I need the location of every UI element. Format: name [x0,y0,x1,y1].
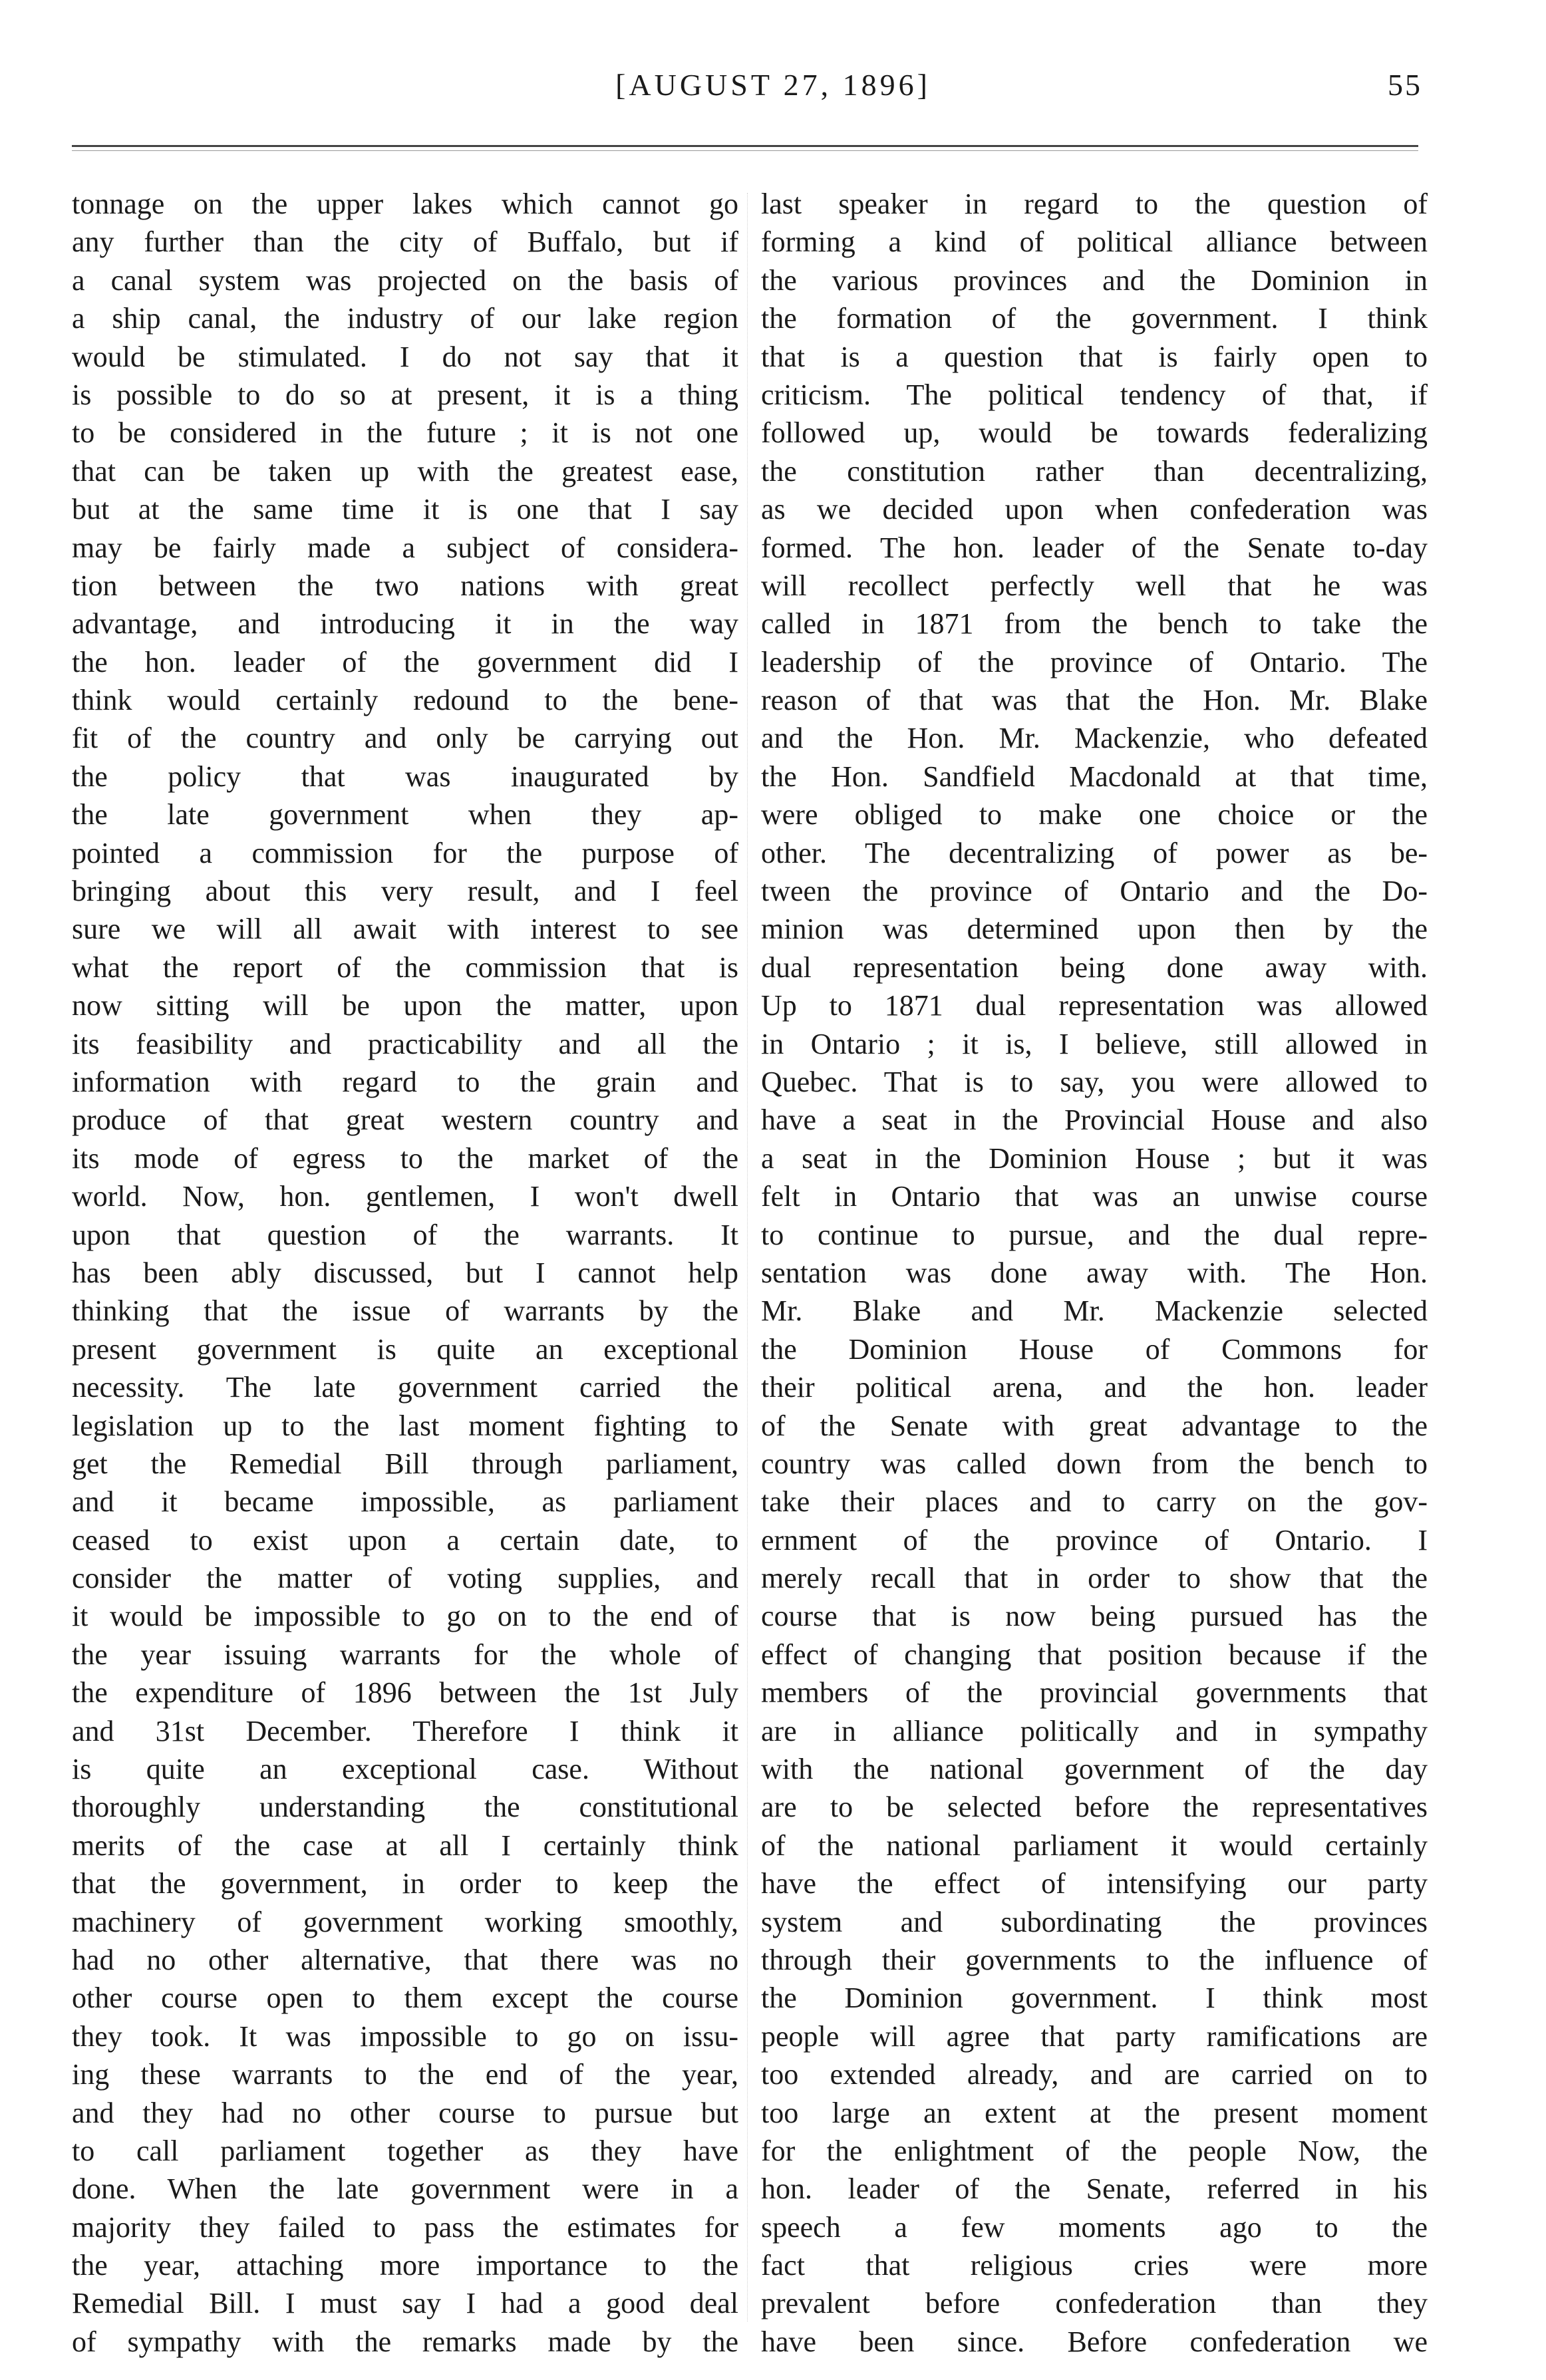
page-number: 55 [1388,68,1422,102]
left-column [72,185,738,2361]
right-column-line: members of the provincial governments that [761,1676,1428,1710]
left-column-line: a canal system was projected on the basis of [72,263,738,297]
right-column-line: as we decided upon when confederation was [761,493,1428,526]
left-column-line: is possible to do so at present, it is a thing [72,378,738,411]
column-divider [747,193,748,2321]
left-column-line: produce of that great western country and [72,1104,738,1137]
left-column-line: it would be impossible to go on to the end of [72,1600,738,1633]
left-column-line: its feasibility and practicability and all the [72,1027,738,1060]
right-column-line: their political arena, and the hon. leader [761,1371,1428,1404]
right-column-line: of the national parliament it would certainly [761,1829,1428,1862]
left-column-line: fit of the country and only be carrying out [72,722,738,755]
right-column-line: a seat in the Dominion House ; but it was [761,1141,1428,1175]
right-column-line: prevalent before confederation than they [761,2287,1428,2320]
left-column-line: legislation up to the last moment fighting to [72,1409,738,1442]
right-column-line: hon. leader of the Senate, referred in his [761,2172,1428,2206]
right-column-line: have the effect of intensifying our party [761,1867,1428,1900]
left-column-line: that the government, in order to keep the [72,1867,738,1900]
right-column-line: too large an extent at the present moment [761,2096,1428,2129]
right-column-line: will recollect perfectly well that he was [761,569,1428,602]
right-column-line: with the national government of the day [761,1753,1428,1786]
left-column-line: to call parliament together as they have [72,2134,738,2167]
right-column-line: sentation was done away with. The Hon. [761,1256,1428,1289]
left-column-line: its mode of egress to the market of the [72,1141,738,1175]
right-column-line: leadership of the province of Ontario. The [761,645,1428,678]
left-column-line: other course open to them except the course [72,1982,738,2015]
left-column-line: had no other alternative, that there was no [72,1943,738,1976]
right-column-line: criticism. The political tendency of that, if [761,378,1428,411]
right-column-line: forming a kind of political alliance between [761,225,1428,259]
left-column-line: now sitting will be upon the matter, upon [72,989,738,1022]
right-column-line: have been since. Before confederation we [761,2325,1428,2358]
right-column-line: called in 1871 from the bench to take the [761,607,1428,641]
left-column-line: merits of the case at all I certainly think [72,1829,738,1862]
left-column-line: they took. It was impossible to go on issu- [72,2019,738,2053]
left-column-line: world. Now, hon. gentlemen, I won't dwell [72,1180,738,1213]
right-column-line: ernment of the province of Ontario. I [761,1523,1428,1557]
right-column-line: Up to 1871 dual representation was allowed [761,989,1428,1022]
right-column-line: for the enlightment of the people Now, the [761,2134,1428,2167]
left-column-line: has been ably discussed, but I cannot help [72,1256,738,1289]
right-column-line: Mr. Blake and Mr. Mackenzie selected [761,1294,1428,1328]
right-column-line: minion was determined upon then by the [761,913,1428,946]
right-column-line: the various provinces and the Dominion in [761,263,1428,297]
left-column-line: what the report of the commission that is [72,951,738,984]
right-column-line: that is a question that is fairly open to [761,340,1428,373]
left-column-line: think would certainly redound to the bene- [72,684,738,717]
right-column-line: Quebec. That is to say, you were allowed to [761,1065,1428,1098]
left-column-line: the expenditure of 1896 between the 1st July [72,1676,738,1710]
header-rule [72,145,1418,147]
left-column-line: sure we will all await with interest to see [72,913,738,946]
issue-date: [AUGUST 27, 1896] [615,68,931,102]
right-column-line: country was called down from the bench to [761,1447,1428,1480]
right-column-line: last speaker in regard to the question of [761,188,1428,220]
right-column-line: in Ontario ; it is, I believe, still allowed in [761,1027,1428,1060]
right-column-line: fact that religious cries were more [761,2249,1428,2282]
left-column-line: the year, attaching more importance to the [72,2249,738,2282]
right-column-line: and the Hon. Mr. Mackenzie, who defeated [761,722,1428,755]
right-column-line: are in alliance politically and in sympathy [761,1714,1428,1747]
left-column-line: but at the same time it is one that I say [72,493,738,526]
left-column-line: ceased to exist upon a certain date, to [72,1523,738,1557]
right-column-line: to continue to pursue, and the dual repre- [761,1218,1428,1251]
right-column-line: take their places and to carry on the gov- [761,1485,1428,1519]
right-column-line: the constitution rather than decentralizing, [761,454,1428,488]
left-column-line: necessity. The late government carried the [72,1371,738,1404]
left-column-line: any further than the city of Buffalo, but if [72,225,738,259]
left-column-line: that can be taken up with the greatest ease, [72,454,738,488]
left-column-line: present government is quite an exceptional [72,1332,738,1366]
left-column-line: the policy that was inaugurated by [72,760,738,793]
left-column-line: the hon. leader of the government did I [72,645,738,678]
left-column-line: to be considered in the future ; it is not one [72,416,738,450]
right-column-line: are to be selected before the representatives [761,1791,1428,1824]
left-column-line: get the Remedial Bill through parliament, [72,1447,738,1480]
left-column-line: of sympathy with the remarks made by the [72,2325,738,2358]
left-column-line: thinking that the issue of warrants by the [72,1294,738,1328]
right-column-line: merely recall that in order to show that the [761,1562,1428,1595]
right-column-line: too extended already, and are carried on to [761,2058,1428,2091]
right-column [761,185,1428,2361]
left-column-line: consider the matter of voting supplies, and [72,1562,738,1595]
right-column-line: formed. The hon. leader of the Senate to-day [761,531,1428,564]
left-column-line: ing these warrants to the end of the year, [72,2058,738,2091]
left-column-line: may be fairly made a subject of considera- [72,531,738,564]
left-column-line: would be stimulated. I do not say that it [72,340,738,373]
left-column-line: machinery of government working smoothly, [72,1905,738,1938]
right-column-line: reason of that was that the Hon. Mr. Blake [761,684,1428,717]
left-column-line: pointed a commission for the purpose of [72,836,738,869]
right-column-line: effect of changing that position because if the [761,1638,1428,1671]
left-column-line: bringing about this very result, and I feel [72,875,738,908]
right-column-line: through their governments to the influence of [761,1943,1428,1976]
right-column-line: were obliged to make one choice or the [761,798,1428,831]
right-column-line: the formation of the government. I think [761,302,1428,335]
left-column-line: done. When the late government were in a [72,2172,738,2206]
right-column-line: other. The decentralizing of power as be- [761,836,1428,869]
left-column-line: tion between the two nations with great [72,569,738,602]
right-column-line: dual representation being done away with. [761,951,1428,984]
right-column-line: the Hon. Sandfield Macdonald at that time, [761,760,1428,793]
right-column-line: people will agree that party ramifications are [761,2019,1428,2053]
left-column-line: the late government when they ap- [72,798,738,831]
left-column-line: thoroughly understanding the constitutional [72,1791,738,1824]
right-column-line: tween the province of Ontario and the Do- [761,875,1428,908]
left-column-line: and it became impossible, as parliament [72,1485,738,1519]
right-column-line: followed up, would be towards federalizing [761,416,1428,450]
page-header [0,59,1546,112]
left-column-line: and they had no other course to pursue but [72,2096,738,2129]
left-column-line: advantage, and introducing it in the way [72,607,738,641]
right-column-line: the Dominion government. I think most [761,1982,1428,2015]
left-column-line: and 31st December. Therefore I think it [72,1714,738,1747]
right-column-line: speech a few moments ago to the [761,2210,1428,2244]
left-column-line: upon that question of the warrants. It [72,1218,738,1251]
right-column-line: course that is now being pursued has the [761,1600,1428,1633]
left-column-line: is quite an exceptional case. Without [72,1753,738,1786]
header-rule-thin [72,150,1418,151]
left-column-line: information with regard to the grain and [72,1065,738,1098]
left-column-line: Remedial Bill. I must say I had a good deal [72,2287,738,2320]
right-column-line: system and subordinating the provinces [761,1905,1428,1938]
right-column-line: of the Senate with great advantage to the [761,1409,1428,1442]
right-column-line: felt in Ontario that was an unwise course [761,1180,1428,1213]
right-column-line: the Dominion House of Commons for [761,1332,1428,1366]
left-column-line: majority they failed to pass the estimates for [72,2210,738,2244]
left-column-line: the year issuing warrants for the whole of [72,1638,738,1671]
left-column-line: a ship canal, the industry of our lake region [72,302,738,335]
left-column-line: tonnage on the upper lakes which cannot go [72,188,738,220]
right-column-line: have a seat in the Provincial House and also [761,1104,1428,1137]
